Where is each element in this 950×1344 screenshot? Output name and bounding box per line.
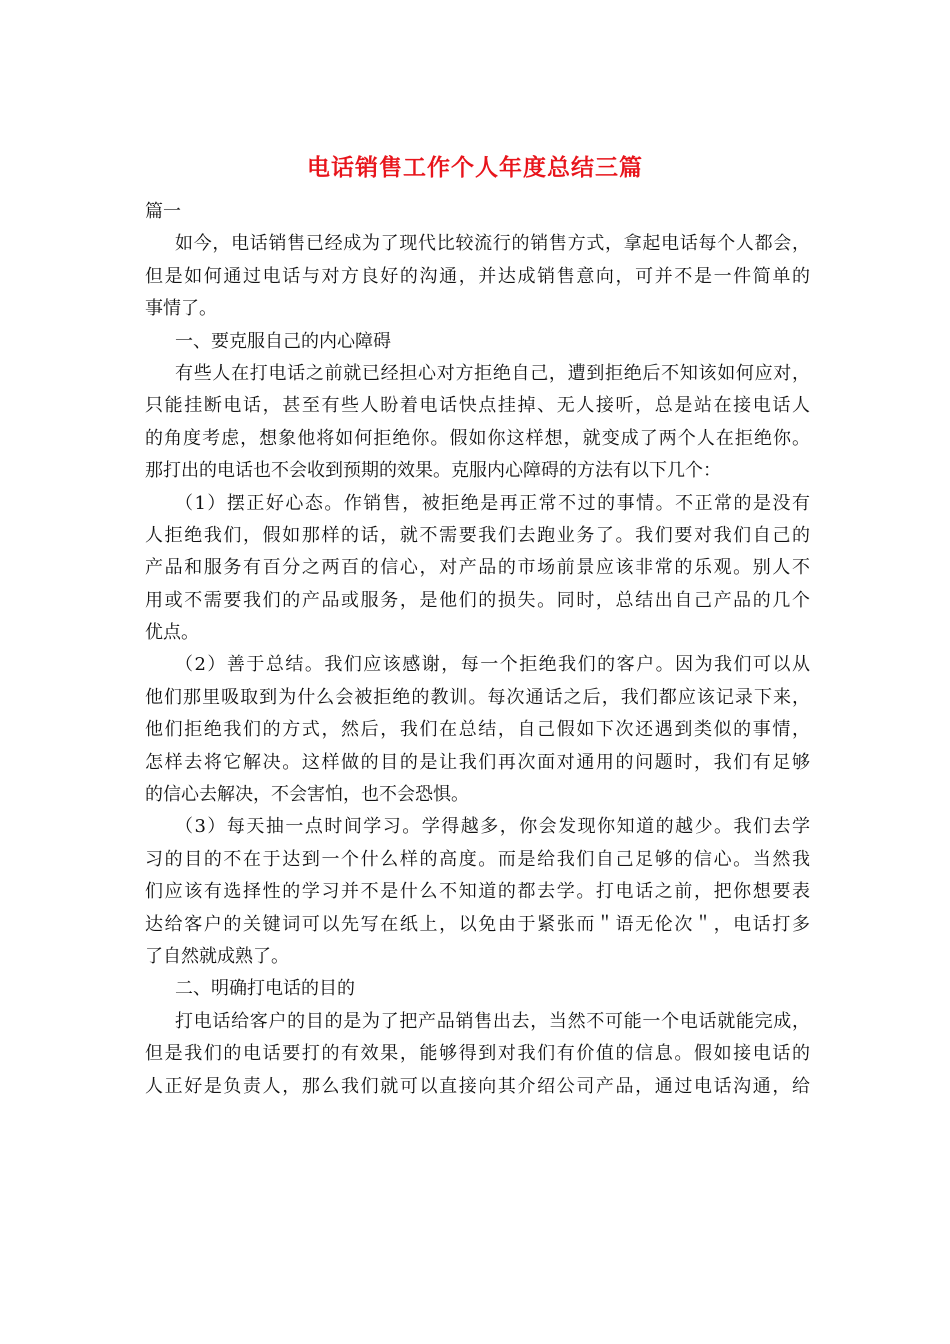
text-line: 那打出的电话也不会收到预期的效果。克服内心障碍的方法有以下几个： <box>145 460 721 482</box>
text-line: 优点。 <box>145 622 199 644</box>
text-line: （3）每天抽一点时间学习。学得越多，你会发现你知道的越少。我们去学 <box>175 816 810 838</box>
text-line: 人正好是负责人，那么我们就可以直接向其介绍公司产品，通过电话沟通，给 <box>145 1075 810 1097</box>
text-line: 篇一 <box>145 201 181 222</box>
text-line: 用或不需要我们的产品或服务，是他们的损失。同时，总结出自己产品的几个 <box>145 589 810 611</box>
text-line: 事情了。 <box>145 298 217 320</box>
text-line: 一、要克服自己的内心障碍 <box>175 330 391 352</box>
text-line: 们应该有选择性的学习并不是什么不知道的都去学。打电话之前，把你想要表 <box>145 881 810 903</box>
text-line: （2）善于总结。我们应该感谢，每一个拒绝我们的客户。因为我们可以从 <box>175 654 810 676</box>
text-line: 打电话给客户的目的是为了把产品销售出去，当然不可能一个电话就能完成， <box>175 1010 810 1032</box>
text-line: 只能挂断电话，甚至有些人盼着电话快点挂掉、无人接听，总是站在接电话人 <box>145 395 810 417</box>
text-line: 人拒绝我们，假如那样的话，就不需要我们去跑业务了。我们要对我们自己的 <box>145 524 810 546</box>
text-line: 的角度考虑，想象他将如何拒绝你。假如你这样想，就变成了两个人在拒绝你。 <box>145 427 810 449</box>
text-line: 的信心去解决，不会害怕，也不会恐惧。 <box>145 784 469 806</box>
text-line: 如今，电话销售已经成为了现代比较流行的销售方式，拿起电话每个人都会， <box>175 233 810 255</box>
text-line: 了自然就成熟了。 <box>145 945 289 967</box>
document-title: 电话销售工作个人年度总结三篇 <box>307 154 643 181</box>
text-line: 二、明确打电话的目的 <box>175 978 355 1000</box>
text-line: 达给客户的关键词可以先写在纸上，以免由于紧张而＂语无伦次＂，电话打多 <box>145 913 810 935</box>
text-line: 但是我们的电话要打的有效果，能够得到对我们有价值的信息。假如接电话的 <box>145 1043 810 1065</box>
text-line: 怎样去将它解决。这样做的目的是让我们再次面对通用的问题时，我们有足够 <box>145 751 810 773</box>
text-line: 但是如何通过电话与对方良好的沟通，并达成销售意向，可并不是一件简单的 <box>145 265 810 287</box>
text-line: 他们那里吸取到为什么会被拒绝的教训。每次通话之后，我们都应该记录下来， <box>145 686 810 708</box>
document-body <box>145 196 810 1103</box>
text-line: 产品和服务有百分之两百的信心，对产品的市场前景应该非常的乐观。别人不 <box>145 557 810 579</box>
text-line: 习的目的不在于达到一个什么样的高度。而是给我们自己足够的信心。当然我 <box>145 848 810 870</box>
text-line: 他们拒绝我们的方式，然后，我们在总结，自己假如下次还遇到类似的事情， <box>145 719 810 741</box>
text-line: 有些人在打电话之前就已经担心对方拒绝自己，遭到拒绝后不知该如何应对， <box>175 362 810 384</box>
text-line: （1）摆正好心态。作销售，被拒绝是再正常不过的事情。不正常的是没有 <box>175 492 810 514</box>
